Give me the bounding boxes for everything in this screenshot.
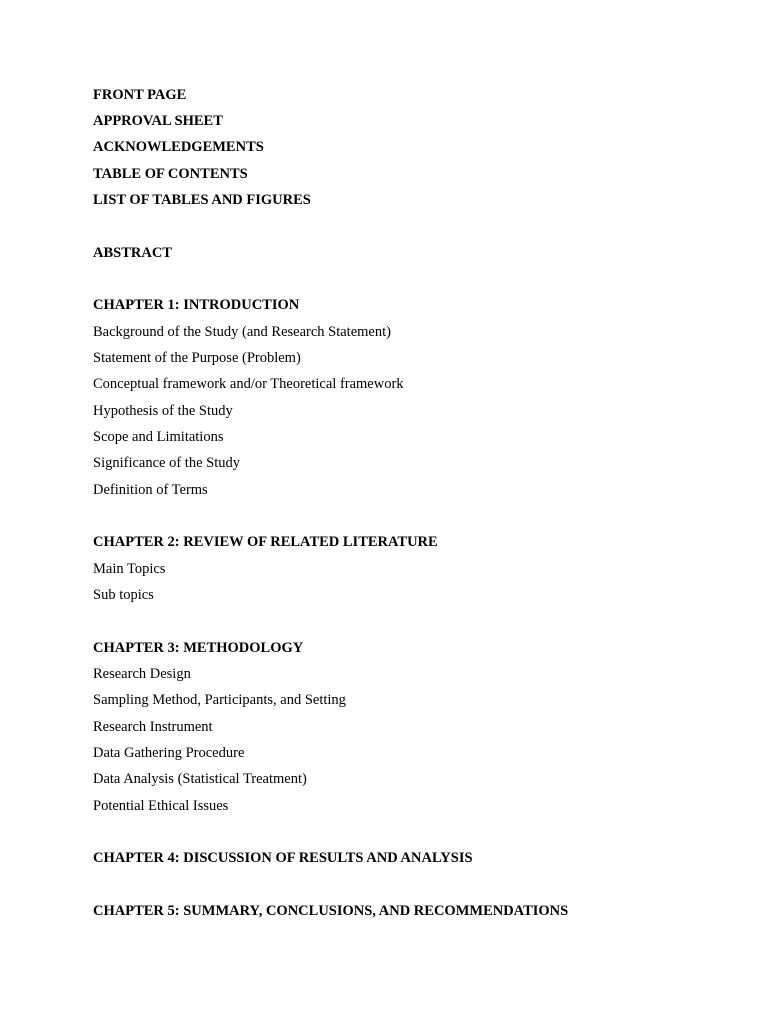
chapter-3-item: Research Instrument — [93, 719, 213, 735]
chapter-1-item: Definition of Terms — [93, 482, 208, 498]
chapter-3-item: Data Analysis (Statistical Treatment) — [93, 771, 307, 787]
chapter-1-item: Hypothesis of the Study — [93, 403, 233, 419]
chapter-3-item: Research Design — [93, 666, 191, 682]
chapter-1-item: Background of the Study (and Research Statement) — [93, 324, 391, 340]
chapter-3-item: Data Gathering Procedure — [93, 745, 245, 761]
toc-acknowledgements: ACKNOWLEDGEMENTS — [93, 139, 264, 155]
chapter-1-item: Statement of the Purpose (Problem) — [93, 350, 301, 366]
chapter-1-heading: CHAPTER 1: INTRODUCTION — [93, 297, 300, 313]
chapter-1-item: Scope and Limitations — [93, 429, 224, 445]
chapter-5-heading: CHAPTER 5: SUMMARY, CONCLUSIONS, AND RECOMMENDATIONS — [93, 903, 569, 919]
toc-front-page: FRONT PAGE — [93, 87, 187, 103]
chapter-3-item: Potential Ethical Issues — [93, 798, 229, 814]
chapter-1-item: Conceptual framework and/or Theoretical framework — [93, 376, 404, 392]
chapter-3-item: Sampling Method, Participants, and Setting — [93, 692, 346, 708]
chapter-2-heading: CHAPTER 2: REVIEW OF RELATED LITERATURE — [93, 534, 438, 550]
chapter-2-item: Main Topics — [93, 561, 166, 577]
toc-approval-sheet: APPROVAL SHEET — [93, 113, 223, 129]
toc-table-of-contents: TABLE OF CONTENTS — [93, 166, 248, 182]
chapter-1-item: Significance of the Study — [93, 455, 240, 471]
toc-list-of-tables: LIST OF TABLES AND FIGURES — [93, 192, 311, 208]
chapter-3-heading: CHAPTER 3: METHODOLOGY — [93, 640, 304, 656]
toc-abstract: ABSTRACT — [93, 245, 172, 261]
chapter-2-item: Sub topics — [93, 587, 154, 603]
chapter-4-heading: CHAPTER 4: DISCUSSION OF RESULTS AND ANALYSIS — [93, 850, 473, 866]
